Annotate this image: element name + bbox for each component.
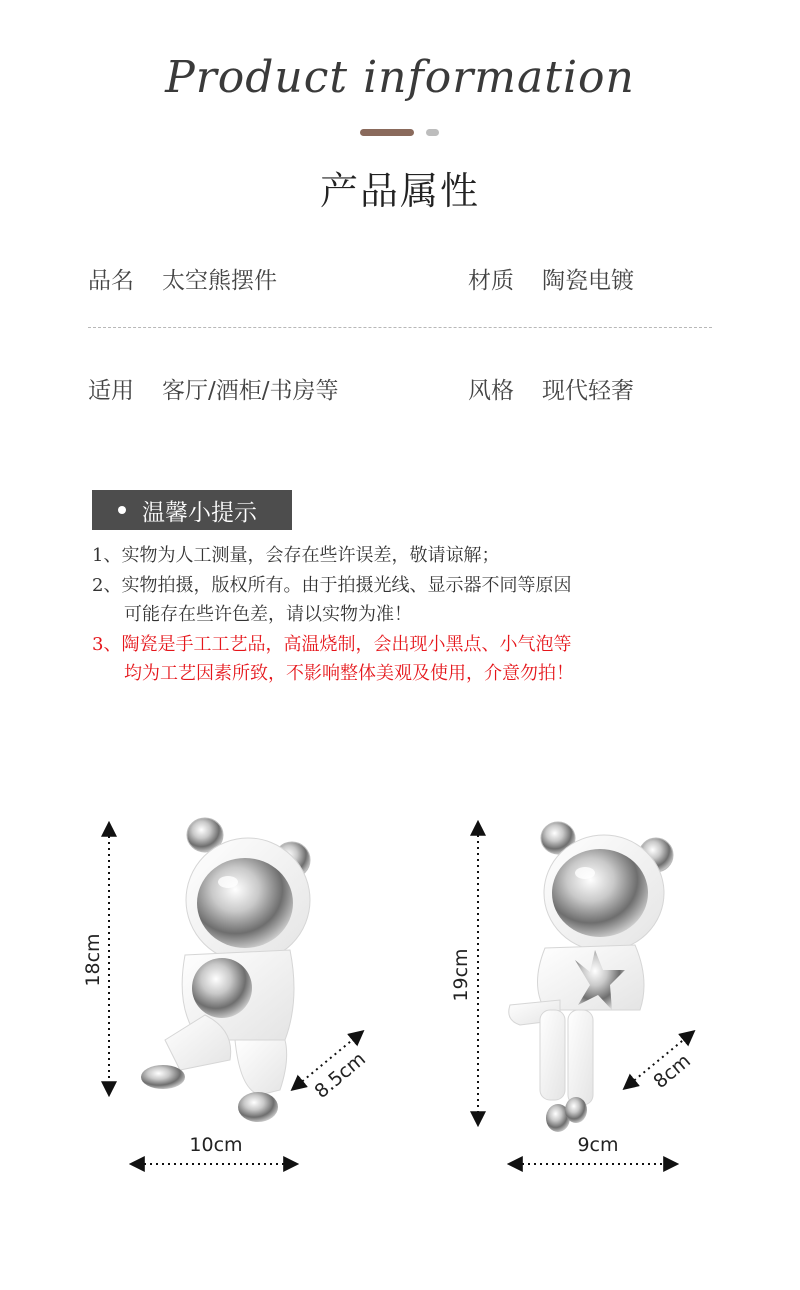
attr-value: 陶瓷电镀 (542, 268, 634, 294)
height-label-right: 19cm (450, 948, 472, 1002)
attr-key: 材质 (468, 268, 514, 294)
attr-key: 适用 (88, 378, 134, 404)
height-label-left: 18cm (82, 933, 104, 987)
tip-line-1: 1、实物为人工测量，会存在些许误差，敬请谅解； (92, 545, 500, 566)
tip-line-2b: 可能存在些许色差，请以实物为准！ (124, 604, 412, 625)
tip-line-3b: 均为工艺因素所致，不影响整体美观及使用，介意勿拍！ (124, 663, 574, 684)
attr-value: 现代轻奢 (542, 378, 634, 404)
bear-figure-right (509, 822, 673, 1132)
width-label-left: 10cm (189, 1134, 243, 1156)
product-information-title: Product information (165, 52, 635, 103)
depth-label-right: 8cm (649, 1049, 695, 1094)
tips-heading-label: 温馨小提示 (142, 499, 257, 526)
tip-line-2a: 2、实物拍摄，版权所有。由于拍摄光线、显示器不同等原因 (92, 575, 572, 596)
attr-value: 太空熊摆件 (162, 268, 277, 294)
attr-key: 风格 (468, 378, 514, 404)
tip-line-3a: 3、陶瓷是手工工艺品，高温烧制，会出现小黑点、小气泡等 (92, 634, 572, 655)
width-label-right: 9cm (577, 1134, 619, 1156)
depth-label-left: 8.5cm (310, 1047, 370, 1103)
attr-value: 客厅/酒柜/书房等 (162, 378, 339, 404)
bear-figure-left (141, 818, 310, 1122)
attr-key: 品名 (88, 268, 134, 294)
product-attributes-title: 产品属性 (319, 169, 480, 213)
